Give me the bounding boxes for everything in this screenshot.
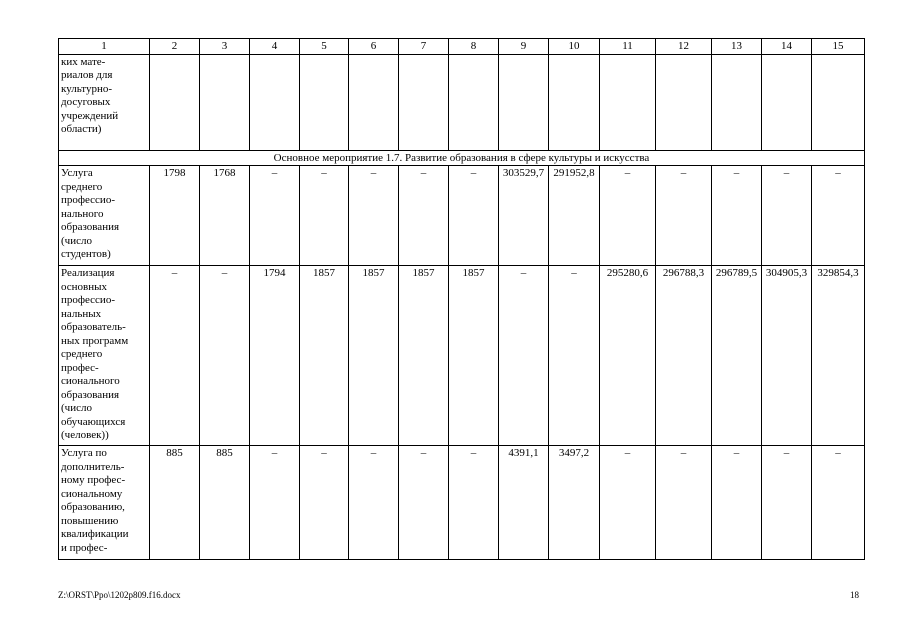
value-cell — [762, 54, 812, 150]
page-number: 18 — [850, 590, 859, 600]
value-cell: 1794 — [250, 266, 300, 446]
value-cell — [549, 54, 600, 150]
value-cell — [399, 54, 449, 150]
value-cell: 303529,7 — [499, 166, 549, 266]
row-name-line: Реализация — [61, 267, 115, 279]
column-header: 6 — [349, 39, 399, 55]
value-cell: 1857 — [349, 266, 399, 446]
row-name-line: сионального — [61, 375, 120, 387]
value-cell: 885 — [200, 446, 250, 560]
value-cell: 1857 — [399, 266, 449, 446]
column-header: 10 — [549, 39, 600, 55]
column-header: 2 — [150, 39, 200, 55]
column-header: 4 — [250, 39, 300, 55]
row-name-line: обучающихся — [61, 415, 126, 428]
row-name-line: ному профес- — [61, 474, 126, 486]
row-name-cell — [59, 446, 150, 560]
value-cell: – — [449, 166, 499, 266]
row-name-line: основных — [61, 280, 108, 293]
section-title: Основное мероприятие 1.7. Развитие образования в сфере культуры и искусства — [59, 150, 865, 166]
row-name-line: досуговых — [61, 96, 111, 108]
row-name-line: среднего — [61, 180, 103, 193]
table-header-row — [59, 39, 865, 55]
value-cell: – — [250, 166, 300, 266]
column-header: 14 — [762, 39, 812, 55]
value-cell: – — [250, 446, 300, 560]
table-row — [59, 54, 865, 150]
value-cell: – — [300, 166, 349, 266]
row-name-line: среднего — [61, 348, 103, 360]
value-cell: – — [712, 166, 762, 266]
data-table — [58, 38, 865, 560]
value-cell: – — [812, 166, 865, 266]
row-name-line: (число — [61, 234, 92, 247]
table-row — [59, 266, 865, 446]
value-cell: 1857 — [449, 266, 499, 446]
value-cell: 1857 — [300, 266, 349, 446]
value-cell: – — [349, 446, 399, 560]
row-name-line: образования — [61, 388, 120, 401]
column-header: 8 — [449, 39, 499, 55]
value-cell: 885 — [150, 446, 200, 560]
row-name-line: профессио- — [61, 294, 115, 306]
value-cell: – — [656, 166, 712, 266]
row-name-cell — [59, 54, 150, 150]
row-name-line: профес- — [61, 361, 99, 374]
row-name-line: ких мате- — [61, 55, 106, 68]
row-name-line: повышению — [61, 514, 119, 527]
value-cell: – — [712, 446, 762, 560]
value-cell — [812, 54, 865, 150]
value-cell: – — [300, 446, 349, 560]
value-cell — [656, 54, 712, 150]
column-header: 1 — [59, 39, 150, 55]
row-name-line: нального — [61, 207, 104, 220]
value-cell — [300, 54, 349, 150]
column-header: 5 — [300, 39, 349, 55]
row-name-line: образования — [61, 221, 120, 233]
value-cell: – — [656, 446, 712, 560]
row-name-line: квалификации — [61, 528, 129, 540]
value-cell: – — [600, 446, 656, 560]
row-name-line: риалов для — [61, 69, 113, 81]
row-name-cell — [59, 166, 150, 266]
column-header: 12 — [656, 39, 712, 55]
column-header: 13 — [712, 39, 762, 55]
row-name-line: культурно- — [61, 82, 113, 95]
row-name-line: студентов) — [61, 248, 111, 260]
column-header: 9 — [499, 39, 549, 55]
value-cell — [712, 54, 762, 150]
value-cell: – — [399, 446, 449, 560]
row-name-line: ных программ — [61, 334, 129, 347]
row-name-line: и профес- — [61, 541, 108, 554]
column-header: 15 — [812, 39, 865, 55]
row-name-line: образователь- — [61, 321, 126, 333]
value-cell: – — [399, 166, 449, 266]
value-cell — [200, 54, 250, 150]
row-name-cell — [59, 266, 150, 446]
section-title-row — [59, 150, 865, 166]
value-cell: 304905,3 — [762, 266, 812, 446]
row-name-line: дополнитель- — [61, 460, 125, 473]
column-header: 11 — [600, 39, 656, 55]
row-name-line: учреждений — [61, 109, 119, 122]
value-cell: – — [449, 446, 499, 560]
row-name-line: области) — [61, 123, 102, 135]
value-cell: 291952,8 — [549, 166, 600, 266]
row-name-line: (число — [61, 402, 92, 414]
value-cell: 295280,6 — [600, 266, 656, 446]
footer-file-path: Z:\ORST\Ppo\1202p809.f16.docx — [58, 590, 181, 600]
value-cell: 296788,3 — [656, 266, 712, 446]
value-cell: 1768 — [200, 166, 250, 266]
value-cell: 1798 — [150, 166, 200, 266]
value-cell: 296789,5 — [712, 266, 762, 446]
value-cell: – — [762, 446, 812, 560]
value-cell: – — [499, 266, 549, 446]
row-name-line: сиональному — [61, 487, 123, 500]
value-cell: 329854,3 — [812, 266, 865, 446]
value-cell: 4391,1 — [499, 446, 549, 560]
row-name-line: профессио- — [61, 194, 115, 206]
value-cell: – — [762, 166, 812, 266]
value-cell — [600, 54, 656, 150]
value-cell: – — [600, 166, 656, 266]
column-header: 7 — [399, 39, 449, 55]
row-name-line: нальных — [61, 307, 102, 320]
value-cell: – — [812, 446, 865, 560]
row-name-line: Услуга по — [61, 447, 107, 459]
value-cell: 3497,2 — [549, 446, 600, 560]
value-cell — [250, 54, 300, 150]
column-header: 3 — [200, 39, 250, 55]
value-cell — [150, 54, 200, 150]
value-cell — [349, 54, 399, 150]
value-cell: – — [150, 266, 200, 446]
row-name-line: Услуга — [61, 167, 93, 179]
table-row — [59, 446, 865, 560]
row-name-line: образованию, — [61, 501, 125, 513]
row-name-line: (человек)) — [61, 429, 109, 441]
value-cell: – — [200, 266, 250, 446]
value-cell: – — [549, 266, 600, 446]
value-cell — [499, 54, 549, 150]
table-row — [59, 166, 865, 266]
value-cell — [449, 54, 499, 150]
value-cell: – — [349, 166, 399, 266]
